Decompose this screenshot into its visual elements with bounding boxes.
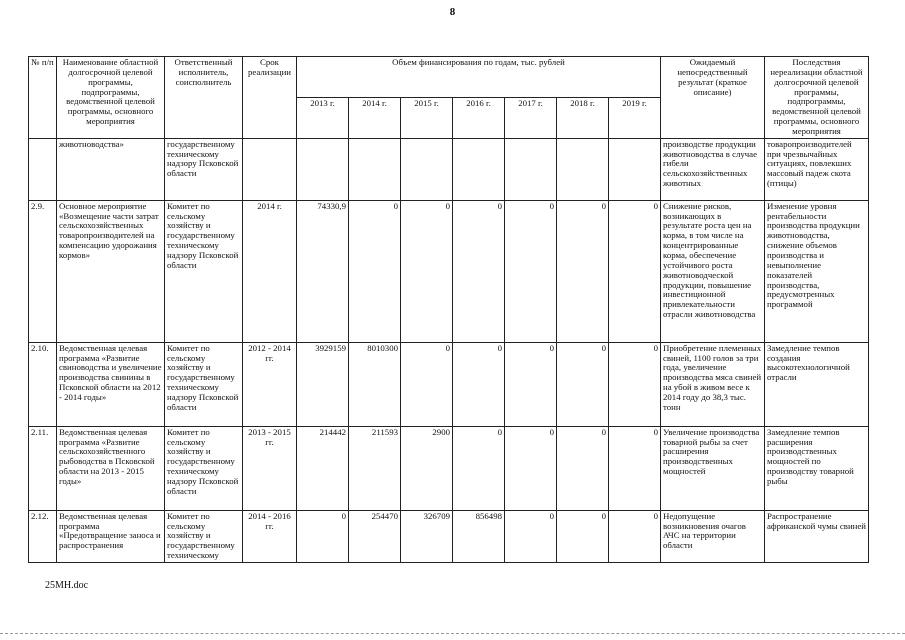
- row-value: 0: [297, 510, 349, 562]
- row-value: 0: [557, 200, 609, 342]
- row-value: 0: [609, 426, 661, 510]
- row-value: [557, 138, 609, 200]
- row-executor: Комитет по сельскому хозяйству и государственному техническому надзору Псковской области: [165, 200, 243, 342]
- row-value: 0: [453, 342, 505, 426]
- header-consequences: Последствия нереализации областной долгосрочной целевой программы, подпрограммы, ведомственной целевой программы, основного мероприятия: [765, 57, 869, 139]
- row-value: 0: [453, 426, 505, 510]
- row-value: 3929159: [297, 342, 349, 426]
- row-value: 0: [557, 426, 609, 510]
- header-financing: Объем финансирования по годам, тыс. рублей: [297, 57, 661, 98]
- row-value: [349, 138, 401, 200]
- row-executor: Комитет по сельскому хозяйству и государственному техническому: [165, 510, 243, 562]
- row-term: 2013 - 2015 гг.: [243, 426, 297, 510]
- row-value: 0: [505, 426, 557, 510]
- row-name: Основное мероприятие «Возмещение части затрат сельскохозяйственных товаропроизводителей на компенсацию удорожания кормов»: [57, 200, 165, 342]
- row-num: 2.12.: [29, 510, 57, 562]
- row-executor: Комитет по сельскому хозяйству и государственному техническому надзору Псковской области: [165, 342, 243, 426]
- row-name: Ведомственная целевая программа «Предотвращение заноса и распространения: [57, 510, 165, 562]
- row-term: 2014 - 2016 гг.: [243, 510, 297, 562]
- header-year: 2019 г.: [609, 97, 661, 138]
- row-value: 856498: [453, 510, 505, 562]
- table-row: [29, 426, 869, 510]
- header-result: Ожидаемый непосредственный результат (краткое описание): [661, 57, 765, 139]
- row-consequences: Замедление темпов создания высокотехнологичной отрасли: [765, 342, 869, 426]
- row-value: 0: [505, 200, 557, 342]
- row-value: 211593: [349, 426, 401, 510]
- row-value: 8010300: [349, 342, 401, 426]
- row-term: 2012 - 2014 гг.: [243, 342, 297, 426]
- header-year: 2014 г.: [349, 97, 401, 138]
- row-value: 0: [505, 342, 557, 426]
- row-consequences: Распространение африканской чумы свиней: [765, 510, 869, 562]
- row-executor: Комитет по сельскому хозяйству и государственному техническому надзору Псковской области: [165, 426, 243, 510]
- row-consequences: товаропроизводителей при чрезвычайных ситуациях, повлекших массовый падеж скота (птицы): [765, 138, 869, 200]
- header-year: 2013 г.: [297, 97, 349, 138]
- row-num: [29, 138, 57, 200]
- header-term: Срок реализации: [243, 57, 297, 139]
- row-value: 0: [453, 200, 505, 342]
- row-term: 2014 г.: [243, 200, 297, 342]
- row-value: [505, 138, 557, 200]
- row-value: [609, 138, 661, 200]
- header-year: 2018 г.: [557, 97, 609, 138]
- row-value: 2900: [401, 426, 453, 510]
- row-value: 214442: [297, 426, 349, 510]
- row-value: 0: [609, 200, 661, 342]
- row-num: 2.11.: [29, 426, 57, 510]
- footer-filename: 25МН.doc: [45, 580, 89, 591]
- row-value: [297, 138, 349, 200]
- row-value: 0: [557, 510, 609, 562]
- row-result: производстве продукции животноводства в случае гибели сельскохозяйственных животных: [661, 138, 765, 200]
- row-name: Ведомственная целевая программа «Развитие сельскохозяйственного рыбоводства в Псковской области на 2013 - 2015 годы»: [57, 426, 165, 510]
- row-result: Приобретение племенных свиней, 1100 голов за три года, увеличение производства мяса свиней на убой в живом весе к 2014 году до 38,3 тыс. тонн: [661, 342, 765, 426]
- header-name: Наименование областной долгосрочной целевой программы, подпрограммы, ведомственной целевой программы, основного мероприятия: [57, 57, 165, 139]
- row-consequences: Изменение уровня рентабельности производства продукции животноводства, снижение объемов производства и невыполнение показателей производства, предусмотренных программой: [765, 200, 869, 342]
- row-result: Снижение рисков, возникающих в результате роста цен на корма, в том числе на концентрированные корма, обеспечение устойчивого роста животноводческой продукции, повышение инвестиционной привлекательности отрасли животноводства: [661, 200, 765, 342]
- row-num: 2.10.: [29, 342, 57, 426]
- row-name: животноводства»: [57, 138, 165, 200]
- row-value: 0: [505, 510, 557, 562]
- page-number: 8: [449, 6, 456, 18]
- header-row-1: [29, 57, 869, 98]
- row-term: [243, 138, 297, 200]
- row-num: 2.9.: [29, 200, 57, 342]
- header-num: № п/п: [29, 57, 57, 139]
- row-value: 0: [349, 200, 401, 342]
- row-consequences: Замедление темпов расширения производственных мощностей по производству товарной рыбы: [765, 426, 869, 510]
- header-executor: Ответственный исполнитель, соисполнитель: [165, 57, 243, 139]
- table-row: [29, 138, 869, 200]
- row-value: [453, 138, 505, 200]
- row-value: 254470: [349, 510, 401, 562]
- row-value: 74330,9: [297, 200, 349, 342]
- row-result: Увеличение производства товарной рыбы за счет расширения производственных мощностей: [661, 426, 765, 510]
- row-value: 0: [401, 200, 453, 342]
- row-name: Ведомственная целевая программа «Развитие свиноводства и увеличение производства свинины в Псковской области на 2012 - 2014 годы»: [57, 342, 165, 426]
- scan-artifact-line: [0, 633, 905, 635]
- row-executor: государственному техническому надзору Псковской области: [165, 138, 243, 200]
- table-row: [29, 200, 869, 342]
- header-year: 2017 г.: [505, 97, 557, 138]
- row-value: 0: [401, 342, 453, 426]
- program-table: [28, 56, 869, 563]
- row-value: 0: [557, 342, 609, 426]
- header-year: 2016 г.: [453, 97, 505, 138]
- header-year: 2015 г.: [401, 97, 453, 138]
- row-value: 326709: [401, 510, 453, 562]
- row-value: 0: [609, 342, 661, 426]
- row-value: [401, 138, 453, 200]
- table-row: [29, 510, 869, 562]
- row-value: 0: [609, 510, 661, 562]
- table-row: [29, 342, 869, 426]
- row-result: Недопущение возникновения очагов АЧС на территории области: [661, 510, 765, 562]
